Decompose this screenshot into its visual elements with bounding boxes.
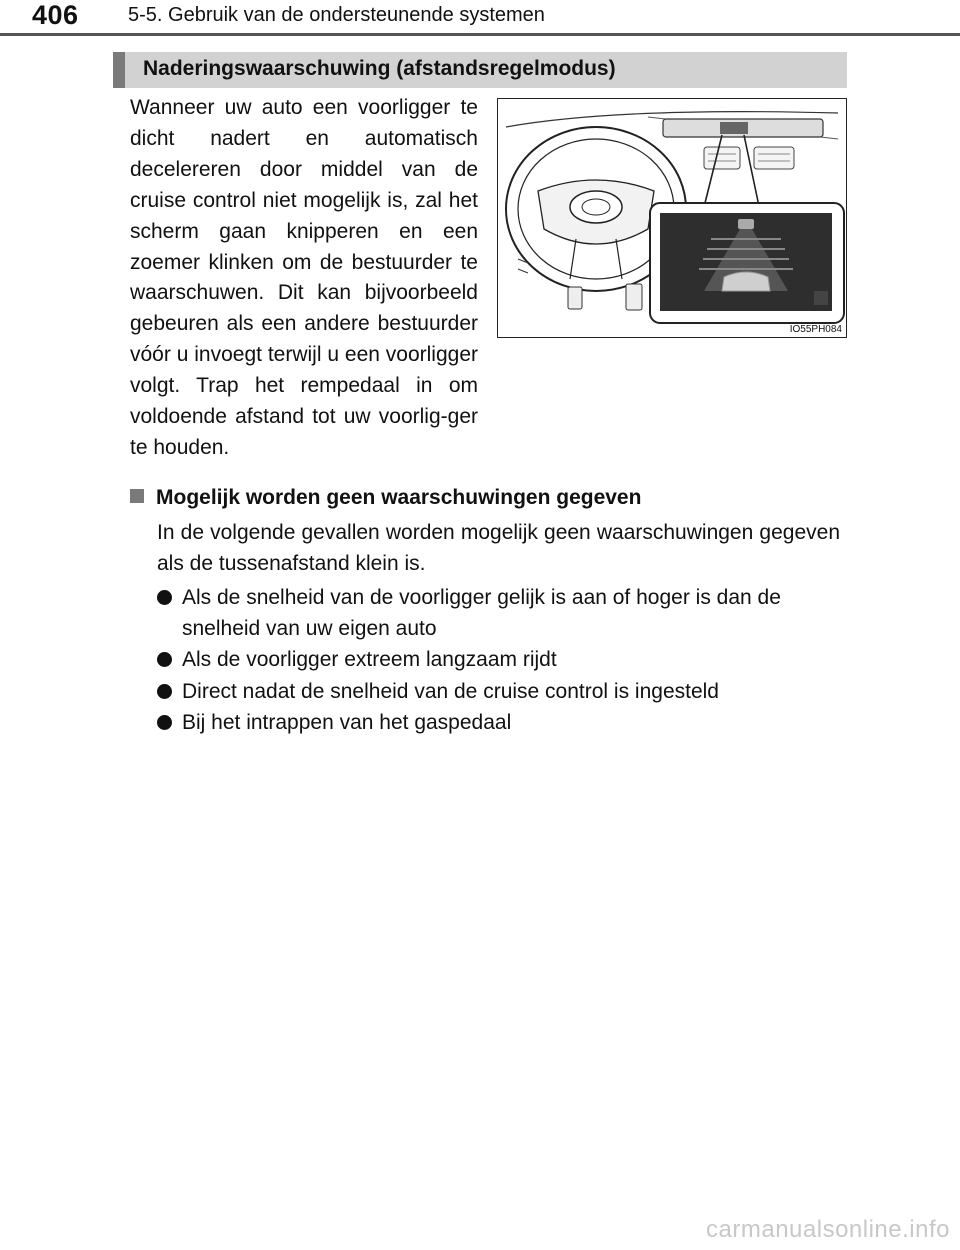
section-title: 5-5. Gebruik van de ondersteunende systemen <box>128 4 545 26</box>
list-item-text: Als de snelheid van de voorligger gelijk is aan of hoger is dan de snelheid van uw eigen auto <box>182 586 781 640</box>
list-item-text: Direct nadat de snelheid van de cruise control is ingesteld <box>182 679 719 703</box>
list-item <box>157 645 847 676</box>
subsection-heading <box>130 486 641 510</box>
bullet-dot-icon <box>157 715 172 730</box>
list-item-text: Als de voorligger extreem langzaam rijdt <box>182 648 557 671</box>
figure-code: IO55PH084 <box>789 324 842 335</box>
header-divider <box>0 33 960 36</box>
page-number: 406 <box>32 0 79 30</box>
subsection-title: Mogelijk worden geen waarschuwingen gegeven <box>156 486 642 509</box>
list-item <box>157 677 847 708</box>
bullet-list <box>157 583 847 740</box>
list-item <box>157 708 847 739</box>
dashboard-illustration <box>497 98 847 338</box>
section-heading: Naderingswaarschuwing (afstandsregelmodus) <box>143 57 616 80</box>
bullet-dot-icon <box>157 652 172 667</box>
bullet-dot-icon <box>157 684 172 699</box>
section-heading-bar <box>113 52 847 88</box>
list-item-text: Bij het intrappen van het gaspedaal <box>182 711 512 734</box>
subsection-paragraph: In de volgende gevallen worden mogelijk geen waarschuwingen gegeven als de tussenafstand klein is. <box>157 521 840 575</box>
watermark: carmanualsonline.info <box>706 1216 950 1243</box>
square-bullet-icon <box>130 489 144 503</box>
bullet-dot-icon <box>157 590 172 605</box>
dashboard-drawing <box>498 99 847 338</box>
list-item <box>157 583 847 644</box>
intro-paragraph: Wanneer uw auto een voorligger te dicht nadert en automatisch decelereren door middel van de cruise control niet mogelijk is, zal het scherm gaan knipperen en een zoemer klinken om de bestuurder te waarschuwen. Dit kan bijvoorbeeld gebeuren als een andere bestuurder vóór u invoegt terwijl u een voorligger volgt. Trap het rempedaal in om voldoende afstand tot uw voorlig-ger te houden. <box>130 96 478 459</box>
